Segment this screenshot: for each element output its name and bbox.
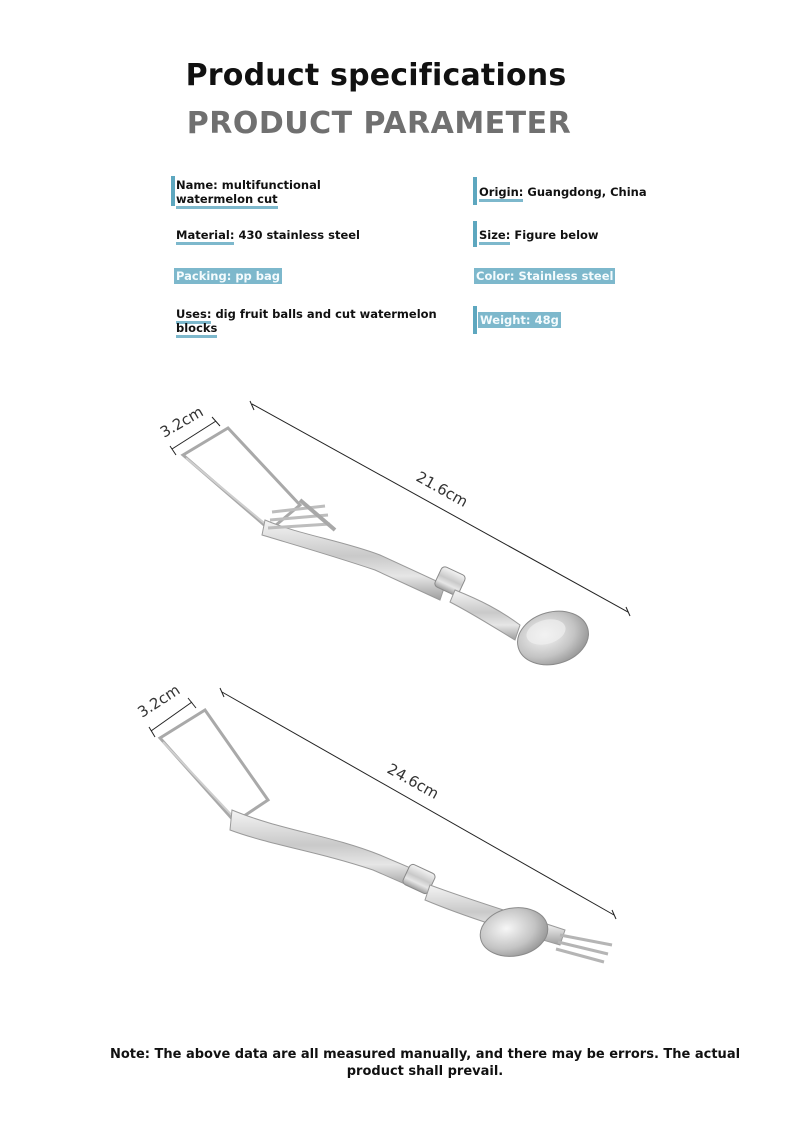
- spec-material-key: Material:: [176, 228, 234, 245]
- spec-origin-value: Guangdong, China: [527, 185, 647, 199]
- page-title: Product specifications: [185, 58, 567, 93]
- top-width-label: 3.2cm: [157, 402, 207, 442]
- spec-material-value: 430 stainless steel: [238, 228, 360, 242]
- spec-uses-value: dig fruit balls and cut watermelon: [215, 307, 437, 321]
- top-length-label: 21.6cm: [413, 467, 471, 511]
- spec-origin-key: Origin:: [479, 185, 523, 202]
- spec-color-label: Color: Stainless steel: [476, 269, 614, 283]
- fruit-tool-short: [170, 401, 630, 672]
- spec-uses-value-line2: blocks: [176, 321, 217, 338]
- spec-name-value: multifunctional: [221, 178, 321, 192]
- page-subtitle: PRODUCT PARAMETER: [186, 106, 572, 141]
- spec-weight-label: Weight: 48g: [480, 313, 559, 327]
- spec-size-value: Figure below: [514, 228, 599, 242]
- spec-uses-key: Uses:: [176, 307, 211, 324]
- disclaimer-note: Note: The above data are all measured manually, and there may be errors. The actual product shall prevail.: [109, 1047, 741, 1079]
- spec-name-key: Name:: [176, 178, 218, 192]
- bottom-length-label: 24.6cm: [384, 759, 442, 803]
- spec-packing-label: Packing: pp bag: [176, 269, 281, 283]
- bottom-width-label: 3.2cm: [134, 680, 184, 722]
- spec-size-key: Size:: [479, 228, 510, 245]
- fruit-tool-long: [149, 688, 616, 962]
- spec-name-value-line2: watermelon cut: [176, 192, 278, 209]
